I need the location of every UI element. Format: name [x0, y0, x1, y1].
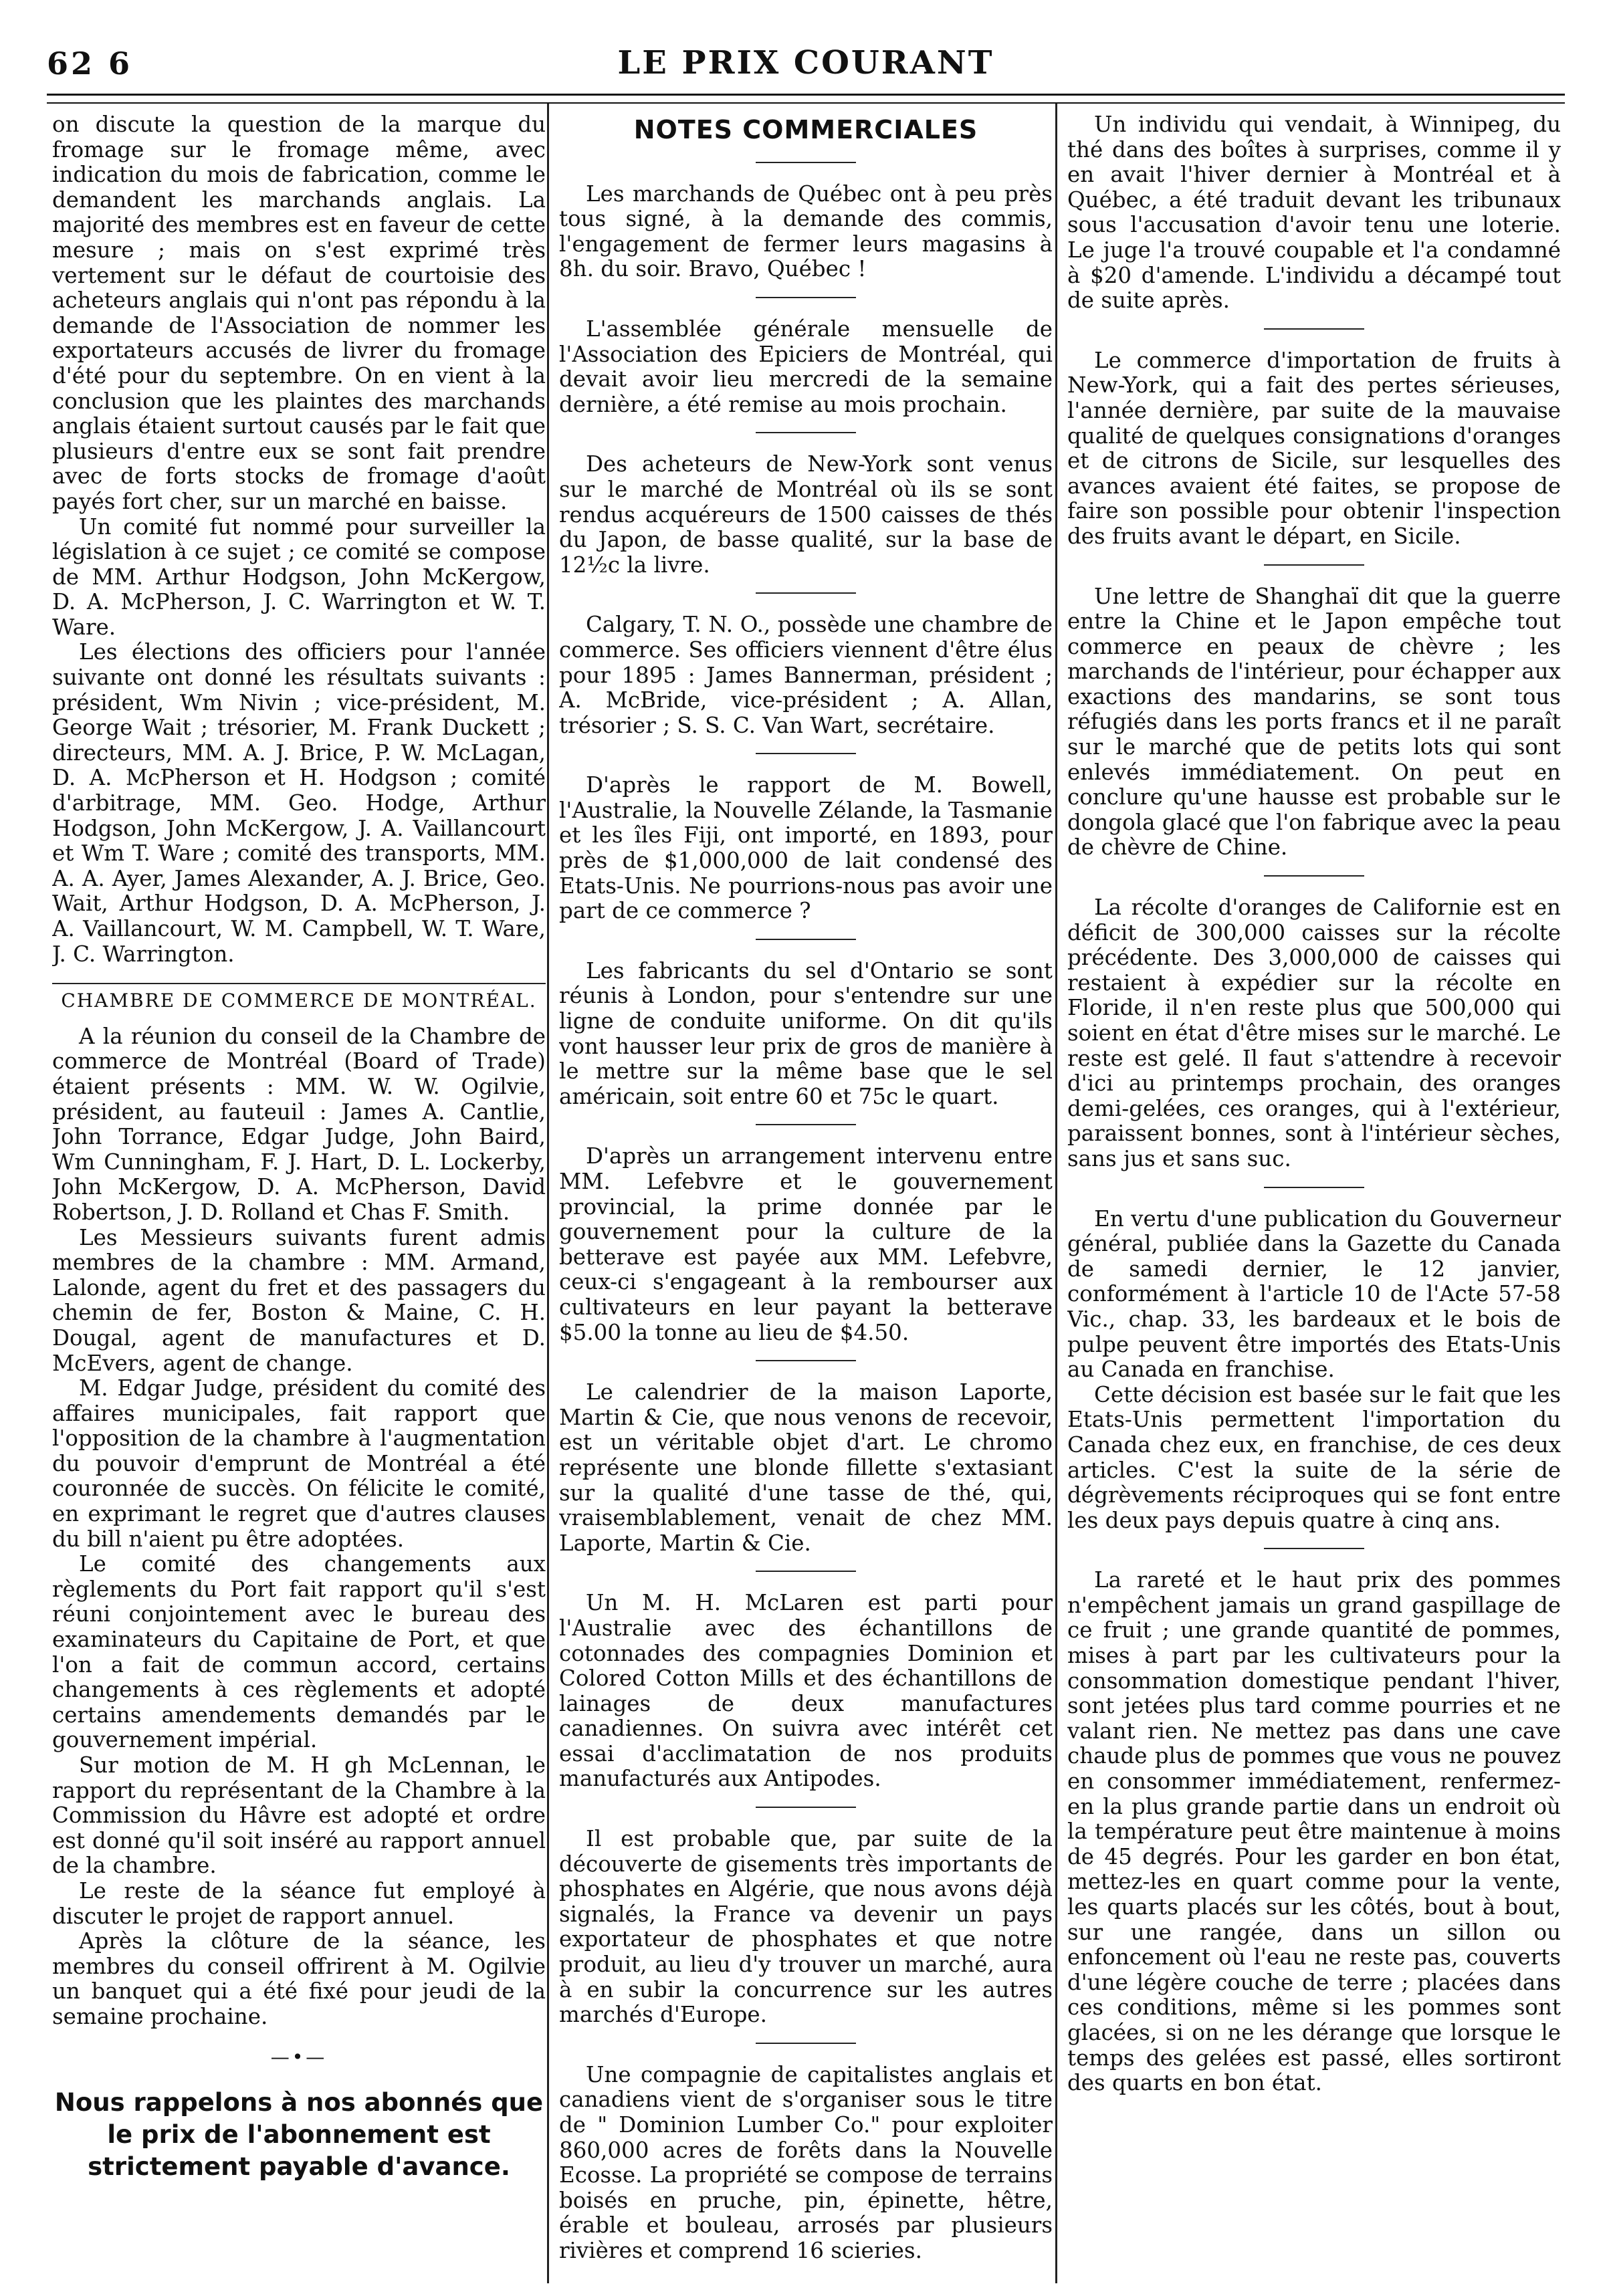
- divider: [756, 592, 856, 594]
- divider: [1264, 564, 1364, 566]
- article-paragraph: Un M. H. McLaren est parti pour l'Australie avec des échantillons de cotonnades des compagnies Dominion et Colored Cotton Mills et des échantillons de lainages de deux manufactures canadiennes. On suivra avec intérêt cet essai d'acclimatation de nos produits manufacturés aux Antipodes.: [559, 1590, 1053, 1792]
- divider: [756, 939, 856, 940]
- article-paragraph: Le calendrier de la maison Laporte, Martin & Cie, que nous venons de recevoir, est un véritable objet d'art. Le chromo représente une blonde fillette s'extasiant sur la qualité d'une tasse de thé, qui, vraisemblablement, venait de chez MM. Laporte, Martin & Cie.: [559, 1379, 1053, 1556]
- section-subheading: CHAMBRE DE COMMERCE DE MONTRÉAL.: [52, 983, 546, 1014]
- article-paragraph: Des acheteurs de New-York sont venus sur le marché de Montréal où ils se sont rendus acquéreurs de 1500 caisses de thés du Japon, de basse qualité, sur la base de 12½c la livre.: [559, 451, 1053, 578]
- article-paragraph: Les élections des officiers pour l'année suivante ont donné les résultats suivants : président, Wm Nivin ; vice-président, M. George Wait ; trésorier, M. Frank Duckett ; directeurs, MM. A. J. Brice, P. W. McLagan, D. A. McPherson et H. Hodgson ; comité d'arbitrage, MM. Geo. Hodge, Arthur Hodgson, John McKergow, J. A. Vaillancourt et Wm T. Ware ; comité des transports, MM. A. A. Ayer, James Alexander, A. J. Brice, Geo. Wait, Arthur Hodgson, D. A. McPherson, J. A. Vaillancourt, W. M. Campbell, W. T. Ware, J. C. Warrington.: [52, 639, 546, 967]
- article-paragraph: Une lettre de Shanghaï dit que la guerre entre la Chine et le Japon empêche tout commerce en peaux de chèvre ; les marchands de l'intérieur, pour échapper aux exactions des mandarins, se sont tous réfugiés dans les ports francs et il ne paraît sur le marché que de petits lots qui sont enlevés immédiatement. On peut en conclure qu'une hausse est probable sur le dongola glacé que l'on fabrique avec la peau de chèvre de Chine.: [1067, 583, 1561, 860]
- header-rule: [47, 94, 1565, 104]
- article-paragraph: Sur motion de M. H gh McLennan, le rapport du représentant de la Chambre à la Commission du Hâvre est adopté et ordre est donné qu'il soit inséré au rapport annuel de la chambre.: [52, 1752, 546, 1879]
- column-left: [52, 112, 546, 2272]
- article-paragraph: Le commerce d'importation de fruits à New-York, qui a fait des pertes sérieuses, l'année dernière, par suite de la mauvaise qualité de quelques consignations d'oranges et de citrons de Sicile, sur lesquelles des avances avaient été faites, se propose de faire son possible pour obtenir l'inspection des fruits avant le départ, en Sicile.: [1067, 347, 1561, 549]
- article-paragraph: D'après le rapport de M. Bowell, l'Australie, la Nouvelle Zélande, la Tasmanie et les îles Fiji, ont importé, en 1893, pour près de $1,000,000 de lait condensé des Etats-Unis. Ne pourrions-nous pas avoir une part de ce commerce ?: [559, 772, 1053, 924]
- article-paragraph: Les fabricants du sel d'Ontario se sont réunis à London, pour s'entendre sur une ligne de conduite uniforme. On dit qu'ils vont hausser leur prix de gros de manière à le mettre sur la même base que le sel américain, soit entre 60 et 75c le quart.: [559, 957, 1053, 1109]
- page-number: 62 6: [47, 45, 133, 82]
- article-paragraph: Un comité fut nommé pour surveiller la législation à ce sujet ; ce comité se compose de MM. Arthur Hodgson, John McKergow, D. A. McPherson, J. C. Warrington et W. T. Ware.: [52, 513, 546, 640]
- divider: [1264, 875, 1364, 877]
- article-paragraph: Les Messieurs suivants furent admis membres de la chambre : MM. Armand, Lalonde, agent du fret et des passagers du chemin de fer, Boston & Maine, C. H. Dougal, agent de manufactures et D. McEvers, agent de change.: [52, 1224, 546, 1376]
- article-paragraph: Un individu qui vendait, à Winnipeg, du thé dans des boîtes à surprises, comme il y en avait l'hiver dernier à Montréal et à Québec, a été traduit devant les tribunaux sous l'accusation d'avoir tenu une loterie. Le juge l'a trouvé coupable et l'a condamné à $20 d'amende. L'individu a décampé tout de suite après.: [1067, 112, 1561, 314]
- article-paragraph: Cette décision est basée sur le fait que les Etats-Unis permettent l'importation du Canada chez eux, en franchise, de ces deux articles. C'est la suite de la série de dégrèvements réciproques qui se font entre les deux pays depuis quatre à cinq ans.: [1067, 1381, 1561, 1533]
- divider: [756, 297, 856, 298]
- article-paragraph: Il est probable que, par suite de la découverte de gisements très importants de phosphates en Algérie, que nous avons déjà signalés, la France va devenir un pays exportateur de phosphates et que notre produit, au lieu d'y trouver un marché, aura à en subir la concurrence sur les autres marchés d'Europe.: [559, 1826, 1053, 2028]
- ornament-divider: —•—: [270, 2045, 328, 2068]
- subscription-notice: Nous rappelons à nos abonnés que le prix de l'abonnement est strictement payable d'avance.: [54, 2088, 544, 2182]
- article-paragraph: La récolte d'oranges de Californie est en déficit de 300,000 caisses sur la récolte précédente. Des 3,000,000 de caisses qui restaient à expédier sur la récolte en Floride, il n'en reste plus que 500,000 qui soient en état d'être mises sur le marché. Le reste est gelé. Il faut s'attendre à recevoir d'ici au printemps prochain, des oranges demi-gelées, ces oranges, qui à l'extérieur, paraissent bonnes, sont à l'intérieur sèches, sans jus et sans suc.: [1067, 895, 1561, 1171]
- article-paragraph: Calgary, T. N. O., possède une chambre de commerce. Ses officiers viennent d'être élus pour 1895 : James Bannerman, président ; A. McBride, vice-président ; A. Allan, trésorier ; S. S. C. Van Wart, secrétaire.: [559, 612, 1053, 738]
- section-title: NOTES COMMERCIALES: [633, 115, 978, 144]
- article-paragraph: D'après un arrangement intervenu entre MM. Lefebvre et le gouvernement provincial, la prime donnée par le gouvernement pour la culture de la betterave est payée aux MM. Lefebvre, ceux-ci s'engageant à la rembourser aux cultivateurs en leur payant la betterave $5.00 la tonne au lieu de $4.50.: [559, 1143, 1053, 1345]
- article-paragraph: La rareté et le haut prix des pommes n'empêchent jamais un grand gaspillage de ce fruit ; une grande quantité de pommes, mises à part par les cultivateurs pour la consommation domestique pendant l'hiver, sont jetées plus tard comme pourries et ne valant rien. Ne mettez pas dans une cave chaude plus de pommes que vous ne pouvez en consommer immédiatement, renfermez-en la plus grande partie dans un endroit où la température peut être maintenue à moins de 45 degrés. Pour les garder en bon état, mettez-les en quart comme pour la vente, les quarts placés sur les côtés, bout à bout, sur une rangée, dans un sillon ou enfoncement où l'eau ne reste pas, couverts d'une légère couche de terre ; placées dans ces conditions, même si les pommes sont glacées, si on ne les dérange que lorsque le temps des gelées est passé, elles sortiront des quarts en bon état.: [1067, 1567, 1561, 2096]
- article-paragraph: Le reste de la séance fut employé à discuter le projet de rapport annuel.: [52, 1877, 546, 1929]
- divider: [1264, 1187, 1364, 1188]
- divider: [1264, 1548, 1364, 1549]
- divider: [756, 1807, 856, 1808]
- divider: [756, 162, 856, 163]
- article-paragraph: Les marchands de Québec ont à peu près tous signé, à la demande des commis, l'engagement de fermer leurs magasins à 8h. du soir. Bravo, Québec !: [559, 181, 1053, 282]
- divider: [756, 1124, 856, 1125]
- divider: [756, 1360, 856, 1361]
- column-middle: [559, 112, 1053, 2272]
- article-paragraph: L'assemblée générale mensuelle de l'Association des Epiciers de Montréal, qui devait avoir lieu mercredi de la semaine dernière, a été remise au mois prochain.: [559, 316, 1053, 417]
- article-paragraph: En vertu d'une publication du Gouverneur général, publiée dans la Gazette du Canada de samedi dernier, le 12 janvier, conformément à l'article 10 de l'Acte 57-58 Vic., chap. 33, les bardeaux et le bois de pulpe peuvent être importés des Etats-Unis au Canada en franchise.: [1067, 1206, 1561, 1383]
- divider: [756, 753, 856, 754]
- page-header: [47, 32, 1565, 86]
- article-paragraph: A la réunion du conseil de la Chambre de commerce de Montréal (Board of Trade) étaient présents : MM. W. W. Ogilvie, président, au fauteuil : James A. Cantlie, John Torrance, Edgar Judge, John Baird, Wm Cunningham, F. J. Hart, D. L. Lockerby, John McKergow, D. A. McPherson, David Robertson, J. D. Rolland et Chas F. Smith.: [52, 1023, 546, 1225]
- divider: [756, 2043, 856, 2044]
- divider: [756, 432, 856, 433]
- article-paragraph: Après la clôture de la séance, les membres du conseil offrirent à M. Ogilvie un banquet qui a été fixé pour jeudi de la semaine prochaine.: [52, 1928, 546, 2029]
- column-divider: [1055, 104, 1057, 2283]
- divider: [1264, 328, 1364, 330]
- article-paragraph: Le comité des changements aux règlements du Port fait rapport qu'il s'est réuni conjointement avec le bureau des examinateurs du Capitaine de Port, et que l'on a fait de commun accord, certains changements à ces règlements et adopté certains amendements demandés par le gouvernement impérial.: [52, 1551, 546, 1753]
- article-paragraph: M. Edgar Judge, président du comité des affaires municipales, fait rapport que l'opposition de la chambre à l'augmentation du pouvoir d'emprunt de Montréal a été couronnée de succès. On félicite le comité, en exprimant le regret que d'autres clauses du bill n'aient pu être adoptées.: [52, 1375, 546, 1552]
- column-right: [1067, 112, 1561, 2272]
- article-paragraph: on discute la question de la marque du fromage sur le fromage même, avec indication du mois de fabrication, comme le demandent les marchands anglais. La majorité des membres est en faveur de cette mesure ; mais on s'est exprimé très vertement sur le défaut de courtoisie des acheteurs anglais qui n'ont pas répondu à la demande de l'Association de nommer les exportateurs accusés de livrer du fromage d'été pour du septembre. On en vient à la conclusion que les plaintes des marchands anglais étaient surtout causés par le fait que plusieurs d'entre eux se sont fait prendre avec de forts stocks de fromage d'août payés fort cher, sur un marché en baisse.: [52, 112, 546, 514]
- journal-title: LE PRIX COURANT: [617, 44, 994, 82]
- divider: [756, 1571, 856, 1572]
- article-paragraph: Une compagnie de capitalistes anglais et canadiens vient de s'organiser sous le titre de " Dominion Lumber Co." pour exploiter 860,000 acres de forêts dans la Nouvelle Ecosse. La propriété se compose de terrains boisés en pruche, pin, épinette, hêtre, érable et bouleau, arrosés par plusieurs rivières et comprend 16 scieries.: [559, 2061, 1053, 2263]
- column-divider: [547, 104, 549, 2283]
